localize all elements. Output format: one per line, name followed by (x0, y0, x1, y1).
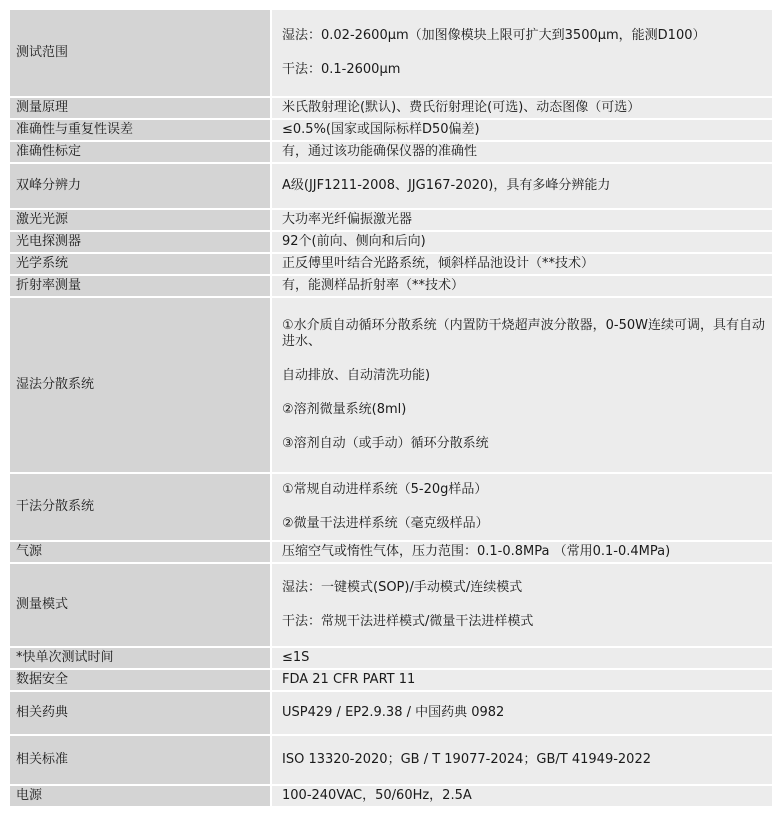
table-row (9, 541, 773, 563)
table-row (9, 163, 773, 209)
spec-value-line: 正反傅里叶结合光路系统，倾斜样品池设计（**技术） (282, 256, 595, 271)
spec-value (271, 141, 773, 163)
spec-value-line: A级(JJF1211-2008、JJG167-2020)，具有多峰分辨能力 (282, 178, 611, 193)
spec-value (271, 563, 773, 647)
spec-value (271, 119, 773, 141)
spec-value-line: USP429 / EP2.9.38 / 中国药典 0982 (282, 705, 505, 720)
spec-value-line: 100-240VAC，50/60Hz，2.5A (282, 788, 472, 803)
table-row (9, 735, 773, 785)
spec-value (271, 541, 773, 563)
spec-label: 准确性标定 (9, 141, 271, 163)
spec-value-line: ≤0.5%(国家或国际标样D50偏差) (282, 122, 480, 137)
spec-value-line: 湿法：0.02-2600μm（加图像模块上限可扩大到3500μm，能测D100） (282, 28, 706, 43)
spec-value (271, 297, 773, 473)
spec-label: 准确性与重复性误差 (9, 119, 271, 141)
table-row (9, 691, 773, 735)
spec-value (271, 97, 773, 119)
spec-label: 数据安全 (9, 669, 271, 691)
spec-value-line: ①水介质自动循环分散系统（内置防干烧超声波分散器，0-50W连续可调，具有自动进水、 (282, 318, 766, 349)
spec-value-line: 湿法：一键模式(SOP)/手动模式/连续模式 (282, 580, 523, 595)
spec-label: 测量模式 (9, 563, 271, 647)
spec-value (271, 9, 773, 97)
table-row (9, 275, 773, 297)
table-row (9, 297, 773, 473)
spec-value-line: ①常规自动进样系统（5-20g样品） (282, 482, 488, 497)
spec-label: 折射率测量 (9, 275, 271, 297)
table-row (9, 231, 773, 253)
table-row (9, 785, 773, 807)
spec-value-line: 干法：0.1-2600μm (282, 62, 401, 77)
table-row (9, 209, 773, 231)
spec-value (271, 209, 773, 231)
spec-label: 相关药典 (9, 691, 271, 735)
spec-value (271, 669, 773, 691)
spec-value-line: 干法：常规干法进样模式/微量干法进样模式 (282, 614, 534, 629)
spec-value-line: 有，通过该功能确保仪器的准确性 (282, 144, 478, 159)
spec-value (271, 785, 773, 807)
spec-label: 光学系统 (9, 253, 271, 275)
table-row (9, 97, 773, 119)
spec-value-line: 92个(前向、侧向和后向) (282, 234, 426, 249)
spec-value (271, 691, 773, 735)
spec-value-line: 压缩空气或惰性气体，压力范围：0.1-0.8MPa （常用0.1-0.4MPa) (282, 544, 671, 559)
table-row (9, 9, 773, 97)
spec-value-line: ISO 13320-2020；GB / T 19077-2024；GB/T 41949-2022 (282, 752, 651, 767)
spec-value (271, 253, 773, 275)
table-row (9, 119, 773, 141)
spec-label: 激光光源 (9, 209, 271, 231)
table-row (9, 647, 773, 669)
spec-label: 光电探测器 (9, 231, 271, 253)
spec-label: 相关标准 (9, 735, 271, 785)
spec-label: 气源 (9, 541, 271, 563)
spec-value-line: ③溶剂自动（或手动）循环分散系统 (282, 436, 489, 451)
spec-value-line: 米氏散射理论(默认)、费氏衍射理论(可选)、动态图像（可选） (282, 100, 641, 115)
spec-value (271, 231, 773, 253)
spec-value-line: ≤1S (282, 650, 310, 665)
spec-label: 测量原理 (9, 97, 271, 119)
spec-value-line: 大功率光纤偏振激光器 (282, 212, 413, 227)
table-row (9, 141, 773, 163)
spec-label: 测试范围 (9, 9, 271, 97)
spec-label: 干法分散系统 (9, 473, 271, 541)
spec-value-line: 自动排放、自动清洗功能) (282, 368, 431, 383)
spec-value (271, 647, 773, 669)
spec-value (271, 275, 773, 297)
spec-value (271, 735, 773, 785)
spec-label: 电源 (9, 785, 271, 807)
table-row (9, 563, 773, 647)
spec-value (271, 163, 773, 209)
table-row (9, 473, 773, 541)
spec-value-line: 有，能测样品折射率（**技术） (282, 278, 465, 293)
spec-label: *快单次测试时间 (9, 647, 271, 669)
table-row (9, 669, 773, 691)
spec-value-line: ②溶剂微量系统(8ml) (282, 402, 407, 417)
spec-table (8, 8, 774, 808)
spec-value-line: FDA 21 CFR PART 11 (282, 672, 416, 687)
spec-value-line: ②微量干法进样系统（毫克级样品） (282, 516, 489, 531)
table-row (9, 253, 773, 275)
spec-label: 湿法分散系统 (9, 297, 271, 473)
spec-value (271, 473, 773, 541)
spec-label: 双峰分辨力 (9, 163, 271, 209)
